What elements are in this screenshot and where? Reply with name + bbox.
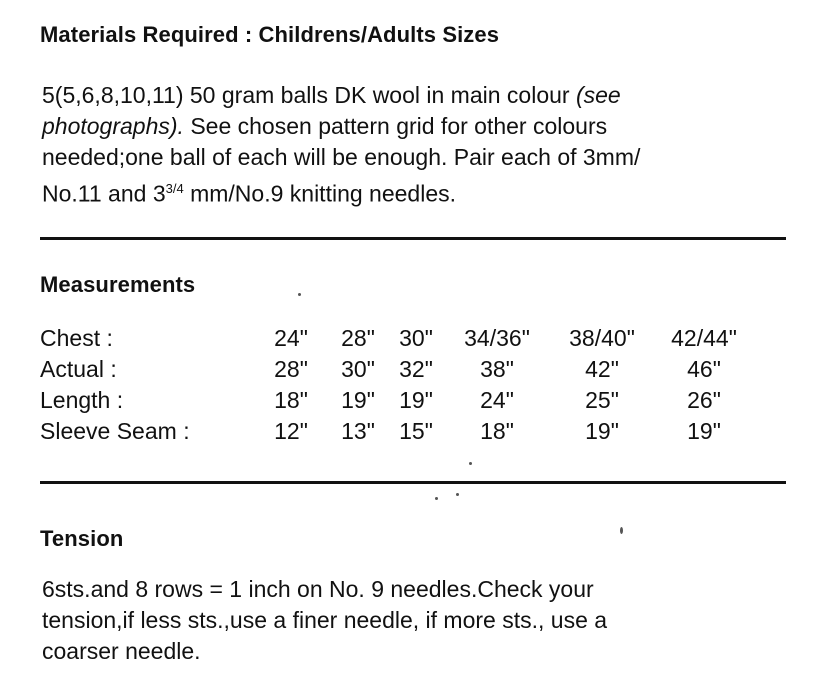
materials-paragraph xyxy=(42,80,802,210)
materials-line-4 xyxy=(42,173,802,210)
row-label: Actual : xyxy=(40,356,117,382)
materials-line-2-italic: photographs). xyxy=(42,113,184,139)
divider-top xyxy=(40,237,786,240)
scan-speck xyxy=(456,493,459,496)
size-value: 24" xyxy=(480,387,514,413)
materials-line-1-text: 5(5,6,8,10,11) 50 gram balls DK wool in main colour xyxy=(42,82,576,108)
size-value: 30" xyxy=(341,356,375,382)
size-value: 42" xyxy=(585,356,619,382)
size-value: 19" xyxy=(341,387,375,413)
materials-line-1 xyxy=(42,80,802,111)
size-value: 18" xyxy=(480,418,514,444)
materials-heading: Materials Required : Childrens/Adults Sizes xyxy=(40,22,500,47)
scan-speck xyxy=(298,293,301,296)
size-value: 28" xyxy=(341,325,375,351)
size-value: 15" xyxy=(399,418,433,444)
size-value: 26" xyxy=(687,387,721,413)
size-value: 38" xyxy=(480,356,514,382)
size-value: 30" xyxy=(399,325,433,351)
size-value: 19" xyxy=(687,418,721,444)
size-value: 13" xyxy=(341,418,375,444)
row-label: Length : xyxy=(40,387,124,413)
size-value: 28" xyxy=(274,356,308,382)
size-value: 18" xyxy=(274,387,308,413)
materials-line-2 xyxy=(42,111,802,142)
size-value: 12" xyxy=(274,418,308,444)
scan-speck xyxy=(469,462,472,465)
tension-paragraph xyxy=(42,574,802,667)
size-value: 38/40" xyxy=(569,325,635,351)
tension-heading: Tension xyxy=(40,526,124,551)
size-value: 32" xyxy=(399,356,433,382)
size-value: 19" xyxy=(399,387,433,413)
row-label: Sleeve Seam : xyxy=(40,418,190,444)
materials-line-4-b: mm/No.9 knitting needles. xyxy=(183,180,456,207)
materials-line-2-text: See chosen pattern grid for other colours xyxy=(183,113,608,139)
size-value: 46" xyxy=(687,356,721,382)
tension-line-1: 6sts.and 8 rows = 1 inch on No. 9 needles.Check your xyxy=(42,576,594,602)
materials-line-4-a: No.11 and 3 xyxy=(42,180,166,207)
materials-line-1-italic: (see xyxy=(575,82,621,108)
materials-line-3: needed;one ball of each will be enough. Pair each of 3mm/ xyxy=(42,144,641,170)
needle-size-fraction: 3/4 xyxy=(165,181,184,196)
tension-line-3: coarser needle. xyxy=(42,638,201,664)
size-value: 24" xyxy=(274,325,308,351)
scan-speck xyxy=(435,497,438,500)
scan-speck xyxy=(620,527,623,534)
measurements-heading: Measurements xyxy=(40,272,196,297)
size-value: 25" xyxy=(585,387,619,413)
tension-line-2: tension,if less sts.,use a finer needle, if more sts., use a xyxy=(42,607,608,633)
size-value: 19" xyxy=(585,418,619,444)
size-value: 34/36" xyxy=(464,325,530,351)
row-label: Chest : xyxy=(40,325,113,351)
divider-bottom xyxy=(40,481,786,484)
size-value: 42/44" xyxy=(671,325,737,351)
